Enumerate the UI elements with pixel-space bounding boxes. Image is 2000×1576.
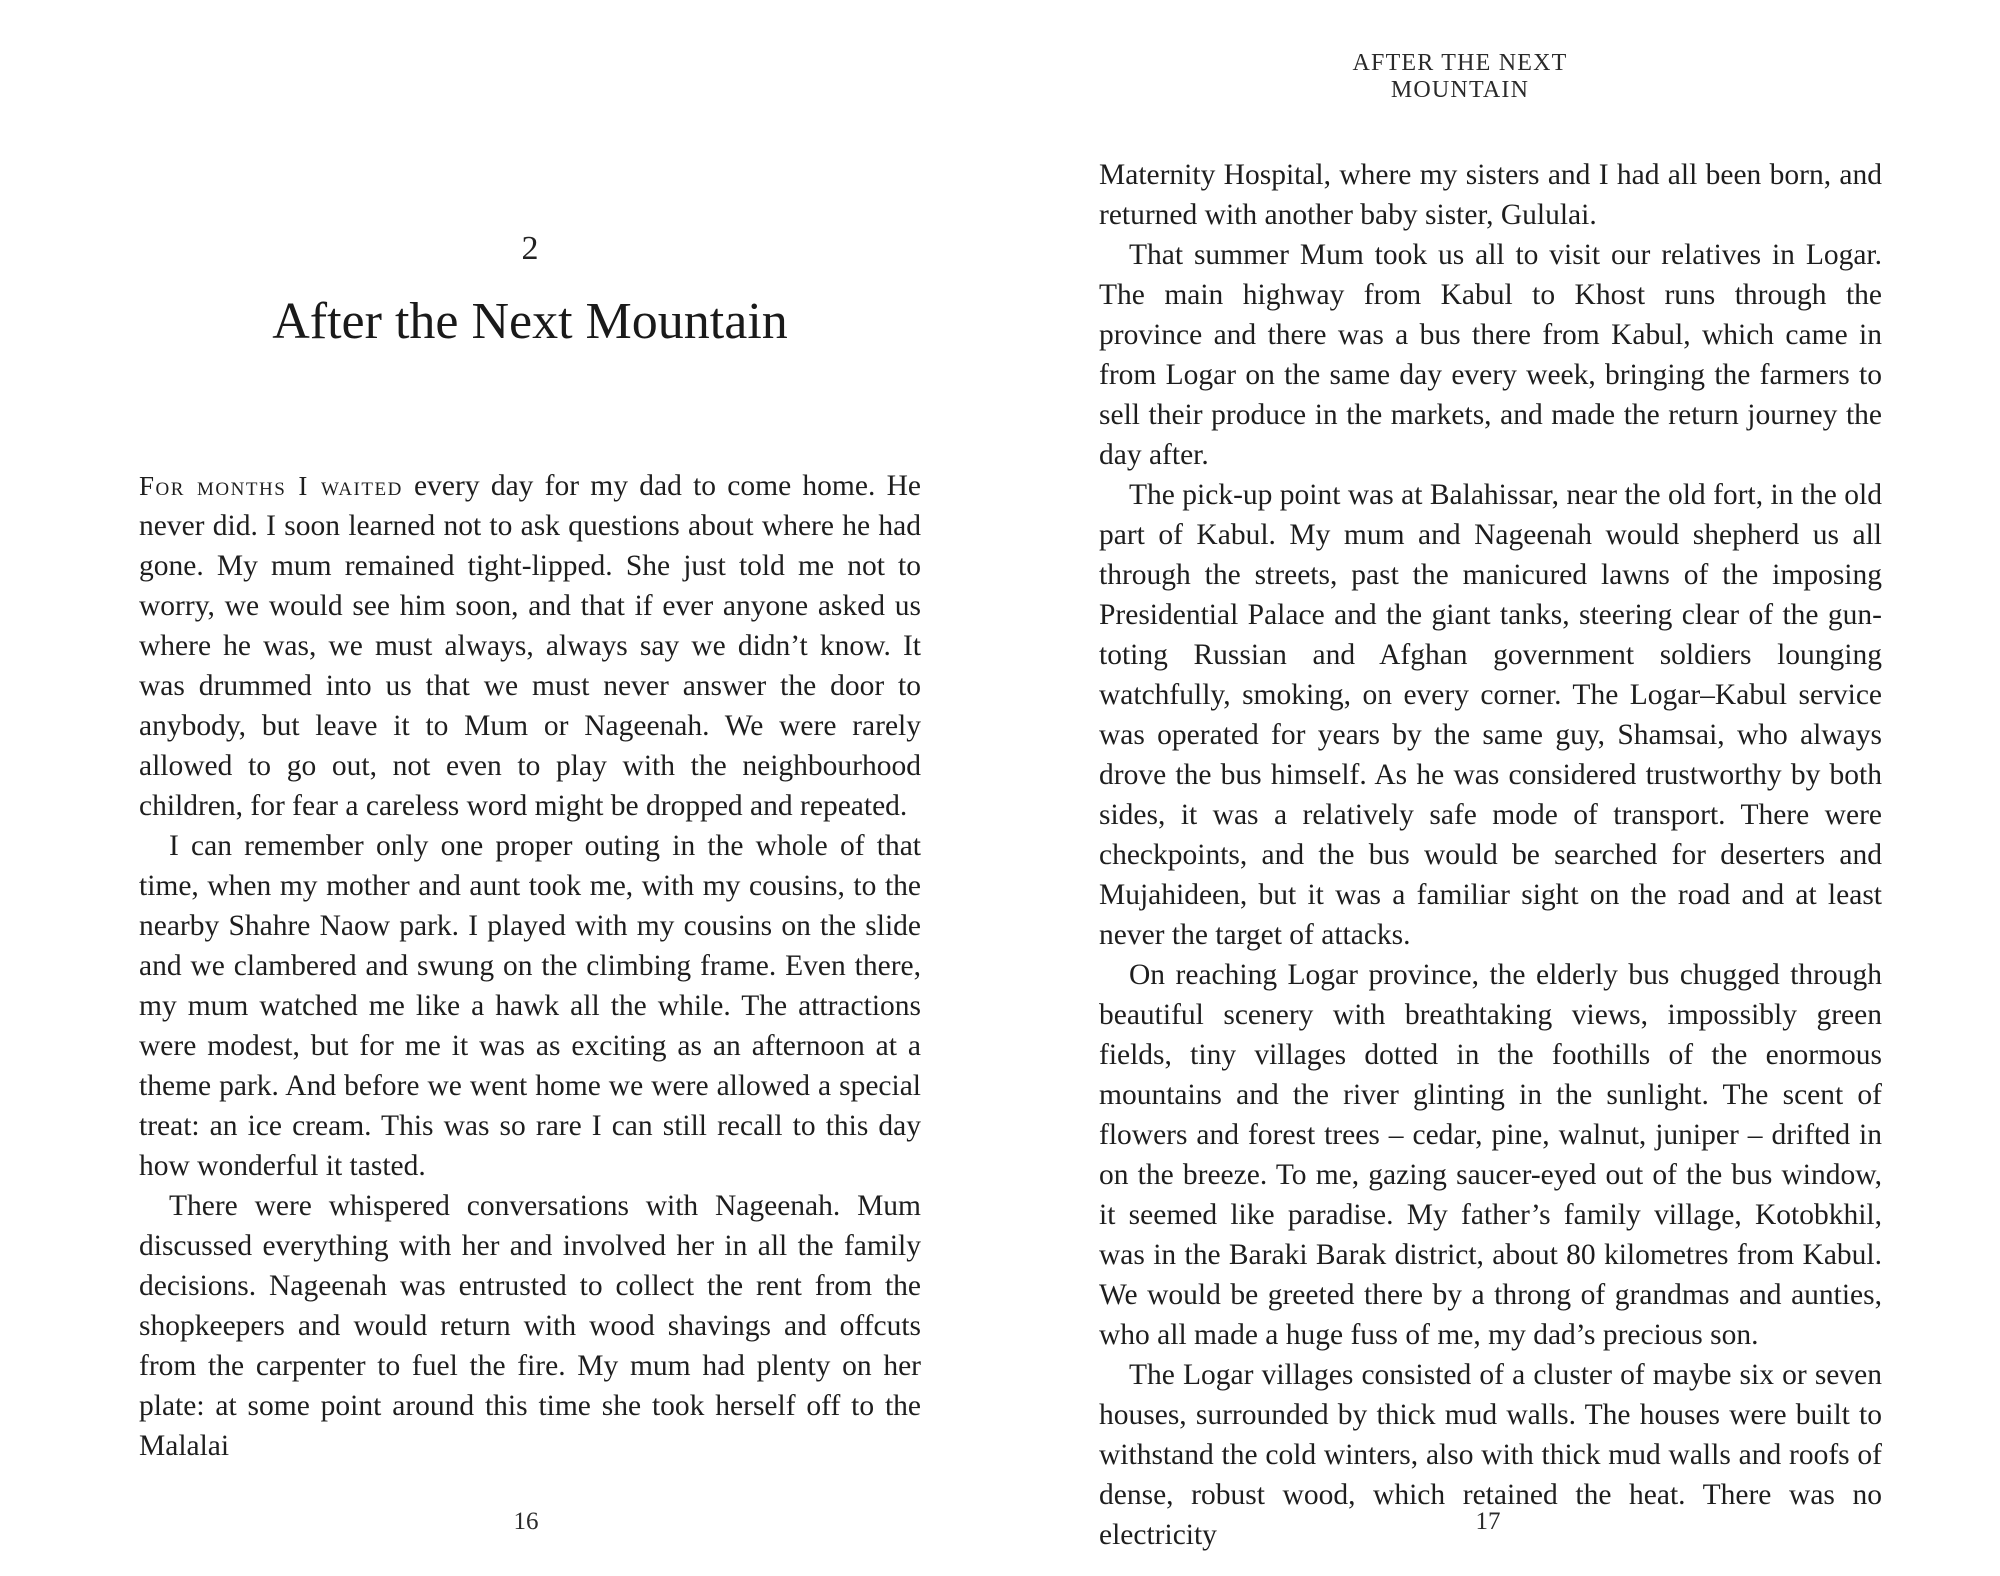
right-page-body — [1099, 155, 1882, 1555]
opening-paragraph-text: every day for my dad to come home. He never did. I soon learned not to ask questions about where he had gone. My mum remained tight-lipped. She just told me not to worry, we would see him soon, and that if ever anyone asked us where he was, we must always, always say we didn’t know. It was drummed into us that we must never answer the door to anybody, but leave it to Mum or Nageenah. We were rarely allowed to go out, not even to play with the neighbourhood children, for fear a careless word might be dropped and repeated. — [139, 470, 921, 822]
chapter-number: 2 — [521, 230, 539, 267]
chapter-title: After the Next Mountain — [272, 293, 788, 350]
page-number-left: 16 — [513, 1508, 539, 1535]
left-page-body — [139, 466, 921, 1466]
opening-paragraph — [139, 466, 921, 826]
opening-small-caps: For months I waited — [139, 471, 403, 501]
body-paragraph: The pick-up point was at Balahissar, near the old fort, in the old part of Kabul. My mum and Nageenah would shepherd us all through the streets, past the manicured lawns of the imposing Presidential Palace and the giant tanks, steering clear of the gun-toting Russian and Afghan government soldiers lounging watchfully, smoking, on every corner. The Logar–Kabul service was operated for years by the same guy, Shamsai, who always drove the bus himself. As he was considered trustworthy by both sides, it was a relatively safe mode of transport. There were checkpoints, and the bus would be searched for deserters and Mujahideen, but it was a familiar sight on the road and at least never the target of attacks. — [1099, 479, 1882, 951]
continued-paragraph: Maternity Hospital, where my sisters and I had all been born, and returned with another baby sister, Gululai. — [1099, 159, 1882, 231]
body-paragraph: There were whispered conversations with Nageenah. Mum discussed everything with her and involved her in all the family decisions. Nageenah was entrusted to collect the rent from the shopkeepers and would return with wood shavings and offcuts from the carpenter to fuel the fire. My mum had plenty on her plate: at some point around this time she took herself off to the Malalai — [139, 1190, 921, 1462]
body-paragraph: I can remember only one proper outing in the whole of that time, when my mother and aunt took me, with my cousins, to the nearby Shahre Naow park. I played with my cousins on the slide and we clambered and swung on the climbing frame. Even there, my mum watched me like a hawk all the while. The attractions were modest, but for me it was as exciting as an afternoon at a theme park. And before we went home we were allowed a special treat: an ice cream. This was so rare I can still recall to this day how wonderful it tasted. — [139, 830, 921, 1182]
body-paragraph: On reaching Logar province, the elderly bus chugged through beautiful scenery with breathtaking views, impossibly green fields, tiny villages dotted in the foothills of the enormous mountains and the river glinting in the sunlight. The scent of flowers and forest trees – cedar, pine, walnut, juniper – drifted in on the breeze. To me, gazing saucer-eyed out of the bus window, it seemed like paradise. My father’s family village, Kotobkhil, was in the Baraki Barak district, about 80 kilometres from Kabul. We would be greeted there by a throng of grandmas and aunties, who all made a huge fuss of me, my dad’s precious son. — [1099, 959, 1882, 1351]
body-paragraph: The Logar villages consisted of a cluster of maybe six or seven houses, surrounded by thick mud walls. The houses were built to withstand the cold winters, also with thick mud walls and roofs of dense, robust wood, which retained the heat. There was no electricity — [1099, 1359, 1882, 1551]
body-paragraph: That summer Mum took us all to visit our relatives in Logar. The main highway from Kabul to Khost runs through the province and there was a bus there from Kabul, which came in from Logar on the same day every week, bringing the farmers to sell their produce in the markets, and made the return journey the day after. — [1099, 239, 1882, 471]
running-head: AFTER THE NEXT MOUNTAIN — [1352, 50, 1568, 103]
page-number-right: 17 — [1475, 1508, 1501, 1535]
